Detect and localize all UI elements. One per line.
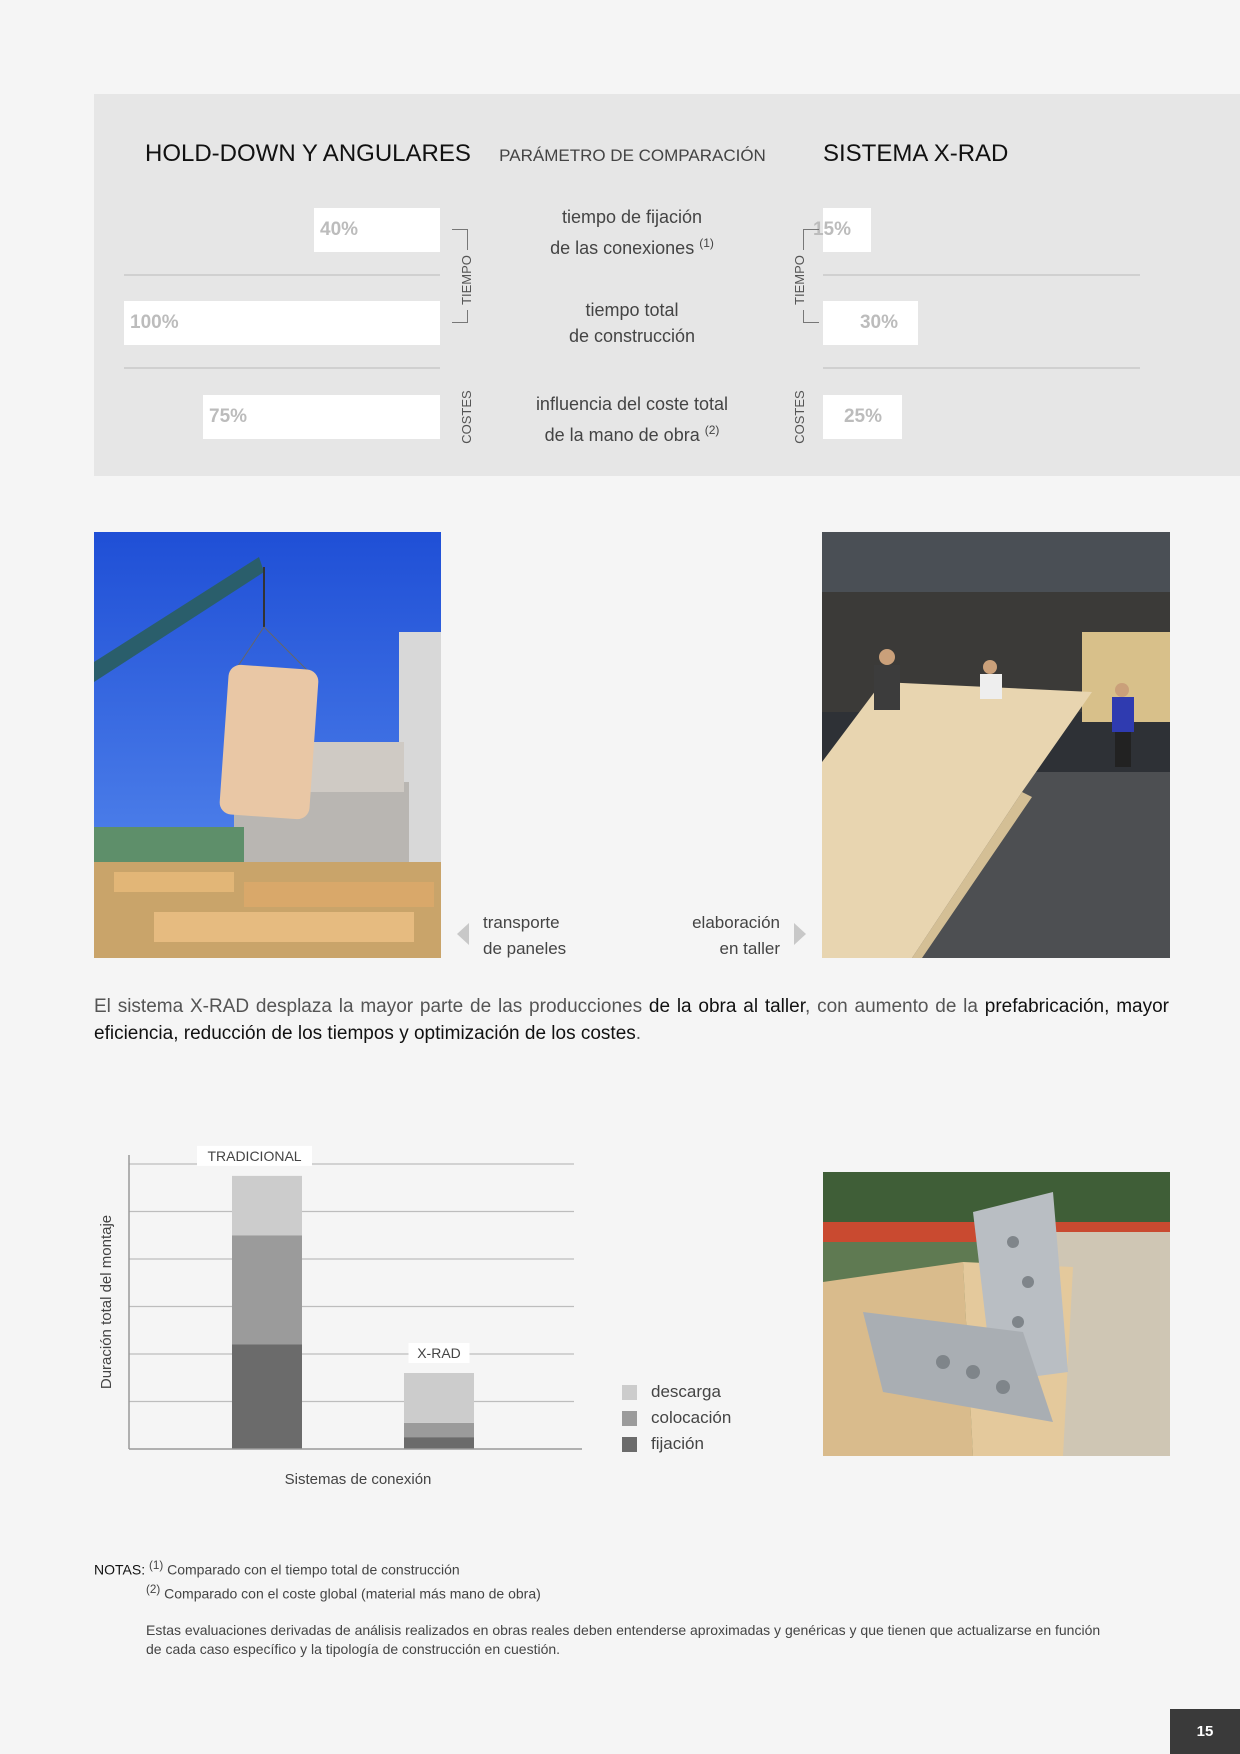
divider [823, 274, 1140, 276]
bar-tradicional-fijación [232, 1345, 302, 1450]
caption-transport: transporte de paneles [483, 913, 567, 958]
crane-panel-photo [94, 532, 441, 958]
caption-workshop: elaboración en taller [692, 913, 780, 958]
bar-x-rad-colocación [404, 1423, 474, 1437]
x-axis-label: Sistemas de conexión [284, 1471, 432, 1488]
y-axis-label: Duración total del montaje [98, 1214, 115, 1390]
bar-x-rad-descarga [404, 1373, 474, 1423]
right-title: SISTEMA X-RAD [823, 140, 1009, 167]
left-title: HOLD-DOWN Y ANGULARES [145, 140, 471, 167]
right-bar-labor-cost: 25% [823, 395, 902, 439]
chart-legend [622, 1379, 731, 1457]
arrow-right-icon [794, 923, 806, 945]
legend-swatch [622, 1437, 637, 1452]
legend-item-fijacion: fijación [622, 1431, 731, 1457]
bar-tradicional-descarga [232, 1176, 302, 1235]
param-total-time: tiempo total de construcción [568, 300, 696, 346]
param-fixation-time: tiempo de fijación de las conexiones $^{(1)}$ [550, 207, 714, 258]
divider [124, 274, 440, 276]
workshop-photo [822, 532, 1170, 958]
left-bar-total-time: 100% [124, 301, 440, 345]
mid-title: PARÁMETRO DE COMPARACIÓN [499, 146, 766, 165]
category-label: X-RAD [417, 1345, 461, 1361]
group-label-time-right: TIEMPO [792, 250, 808, 310]
right-bar-total-time: 30% [823, 301, 918, 345]
bar-x-rad-fijación [404, 1437, 474, 1449]
right-bar-fixation: 15% [823, 208, 871, 252]
left-bar-labor-cost: 75% [203, 395, 440, 439]
left-bar-fixation: 40% [314, 208, 440, 252]
bar-tradicional-colocación [232, 1235, 302, 1344]
legend-swatch [622, 1385, 637, 1400]
category-label: TRADICIONAL [207, 1147, 302, 1164]
angle-bracket-photo [823, 1172, 1170, 1456]
body-paragraph: El sistema X-RAD desplaza la mayor parte de las producciones de la obra al taller, con aumento de la prefabricación, mayor eficiencia, reducción de los tiempos y optimización de los costes. [94, 996, 1169, 1044]
assembly-duration-chart [94, 1130, 594, 1510]
param-labor-cost: influencia del coste total de la mano de obra $^{(2)}$ [535, 394, 729, 445]
group-label-cost-right: COSTES [792, 390, 807, 444]
legend-item-colocacion: colocación [622, 1405, 731, 1431]
legend-item-descarga: descarga [622, 1379, 731, 1405]
group-label-time-left: TIEMPO [459, 250, 475, 310]
divider [124, 367, 440, 369]
group-label-cost-left: COSTES [459, 390, 474, 444]
page-number: 15 [1170, 1709, 1240, 1754]
notes: NOTAS: $^{(1)}$ Comparado con el tiempo total de construcción $^{(2)}$ Comparado con el coste global (material más mano de obra) Estas evaluaciones derivadas de análisis realizados en obras reales deben entenderse aproximadas y genéricas y que tienen que actualizarse en función de cada caso específico y la tipología de construcción en cuestión. [94, 1559, 1101, 1658]
legend-swatch [622, 1411, 637, 1426]
divider [823, 367, 1140, 369]
arrow-left-icon [457, 923, 469, 945]
